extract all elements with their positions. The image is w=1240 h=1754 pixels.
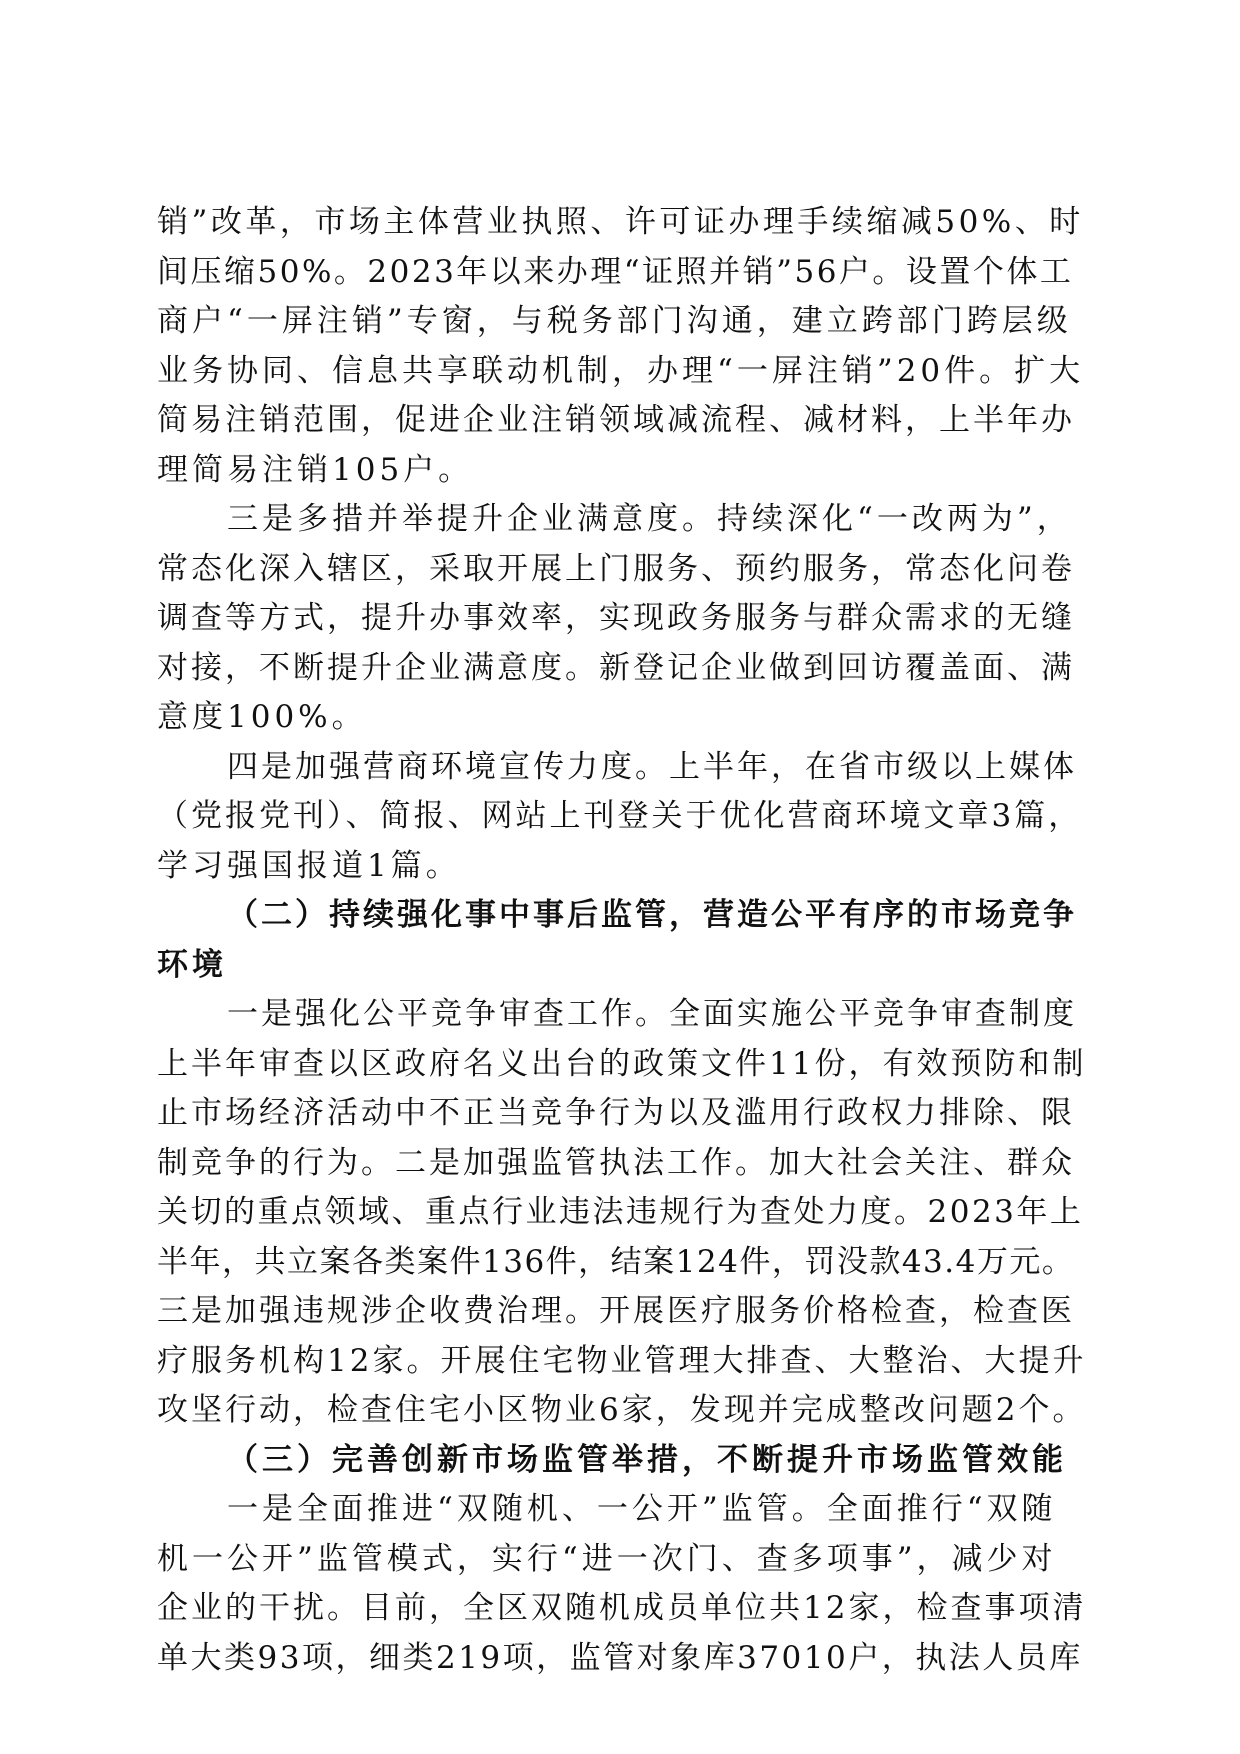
paragraph-line: 企业的干扰。目前，全区双随机成员单位共12家，检查事项清 — [157, 1590, 1087, 1626]
paragraph-line: 调查等方式，提升办事效率，实现政务服务与群众需求的无缝 — [157, 600, 1075, 636]
section-heading-line: （三）完善创新市场监管举措，不断提升市场监管效能 — [227, 1441, 1067, 1478]
document-body — [157, 198, 1087, 1683]
paragraph-line: 疗服务机构12家。开展住宅物业管理大排查、大整治、大提升 — [157, 1342, 1087, 1379]
paragraph-line: 关切的重点领域、重点行业违法违规行为查处力度。2023年上 — [157, 1194, 1084, 1230]
paragraph-line: 机一公开”监管模式，实行“进一次门、查多项事”，减少对 — [157, 1540, 1057, 1577]
section-heading-line: （二）持续强化事中事后监管，营造公平有序的市场竞争 — [227, 897, 1077, 933]
paragraph-line: 意度100%。 — [157, 699, 367, 735]
paragraph-line: 三是多措并举提升企业满意度。持续深化“一改两为”， — [227, 501, 1072, 537]
paragraph-line: 学习强国报道1篇。 — [157, 847, 461, 884]
paragraph-line: （党报党刊）、简报、网站上刊登关于优化营商环境文章3篇， — [157, 798, 1083, 834]
paragraph-line: 业务协同、信息共享联动机制，办理“一屏注销”20件。扩大 — [157, 352, 1085, 389]
section-heading-line: 环境 — [157, 946, 227, 983]
paragraph-line: 简易注销范围，促进企业注销领域减流程、减材料，上半年办 — [157, 402, 1075, 438]
paragraph-line: 四是加强营商环境宣传力度。上半年，在省市级以上媒体 — [227, 748, 1077, 785]
paragraph-line: 对接，不断提升企业满意度。新登记企业做到回访覆盖面、满 — [157, 649, 1075, 686]
paragraph-line: 半年，共立案各类案件136件，结案124件，罚没款43.4万元。 — [157, 1243, 1075, 1280]
paragraph-line: 一是强化公平竞争审查工作。全面实施公平竞争审查制度 — [227, 996, 1077, 1032]
paragraph-line: 制竞争的行为。二是加强监管执法工作。加大社会关注、群众 — [157, 1144, 1075, 1181]
paragraph-line: 常态化深入辖区，采取开展上门服务、预约服务，常态化问卷 — [157, 550, 1075, 587]
paragraph-line: 三是加强违规涉企收费治理。开展医疗服务价格检查，检查医 — [157, 1293, 1075, 1329]
paragraph-line: 止市场经济活动中不正当竞争行为以及滥用行政权力排除、限 — [157, 1095, 1075, 1131]
paragraph-line: 单大类93项，细类219项，监管对象库37010户，执法人员库 — [157, 1639, 1083, 1676]
paragraph-line: 一是全面推进“双随机、一公开”监管。全面推行“双随 — [227, 1491, 1057, 1527]
paragraph-line: 理简易注销105户。 — [157, 451, 474, 488]
paragraph-line: 间压缩50%。2023年以来办理“证照并销”56户。设置个体工 — [157, 253, 1074, 290]
paragraph-line: 商户“一屏注销”专窗，与税务部门沟通，建立跨部门跨层级 — [157, 303, 1072, 339]
paragraph-line: 上半年审查以区政府名义出台的政策文件11份，有效预防和制 — [157, 1045, 1087, 1082]
paragraph-line: 攻坚行动，检查住宅小区物业6家，发现并完成整改问题2个。 — [157, 1392, 1087, 1428]
paragraph-line: 销”改革，市场主体营业执照、许可证办理手续缩减50%、时 — [157, 204, 1084, 240]
